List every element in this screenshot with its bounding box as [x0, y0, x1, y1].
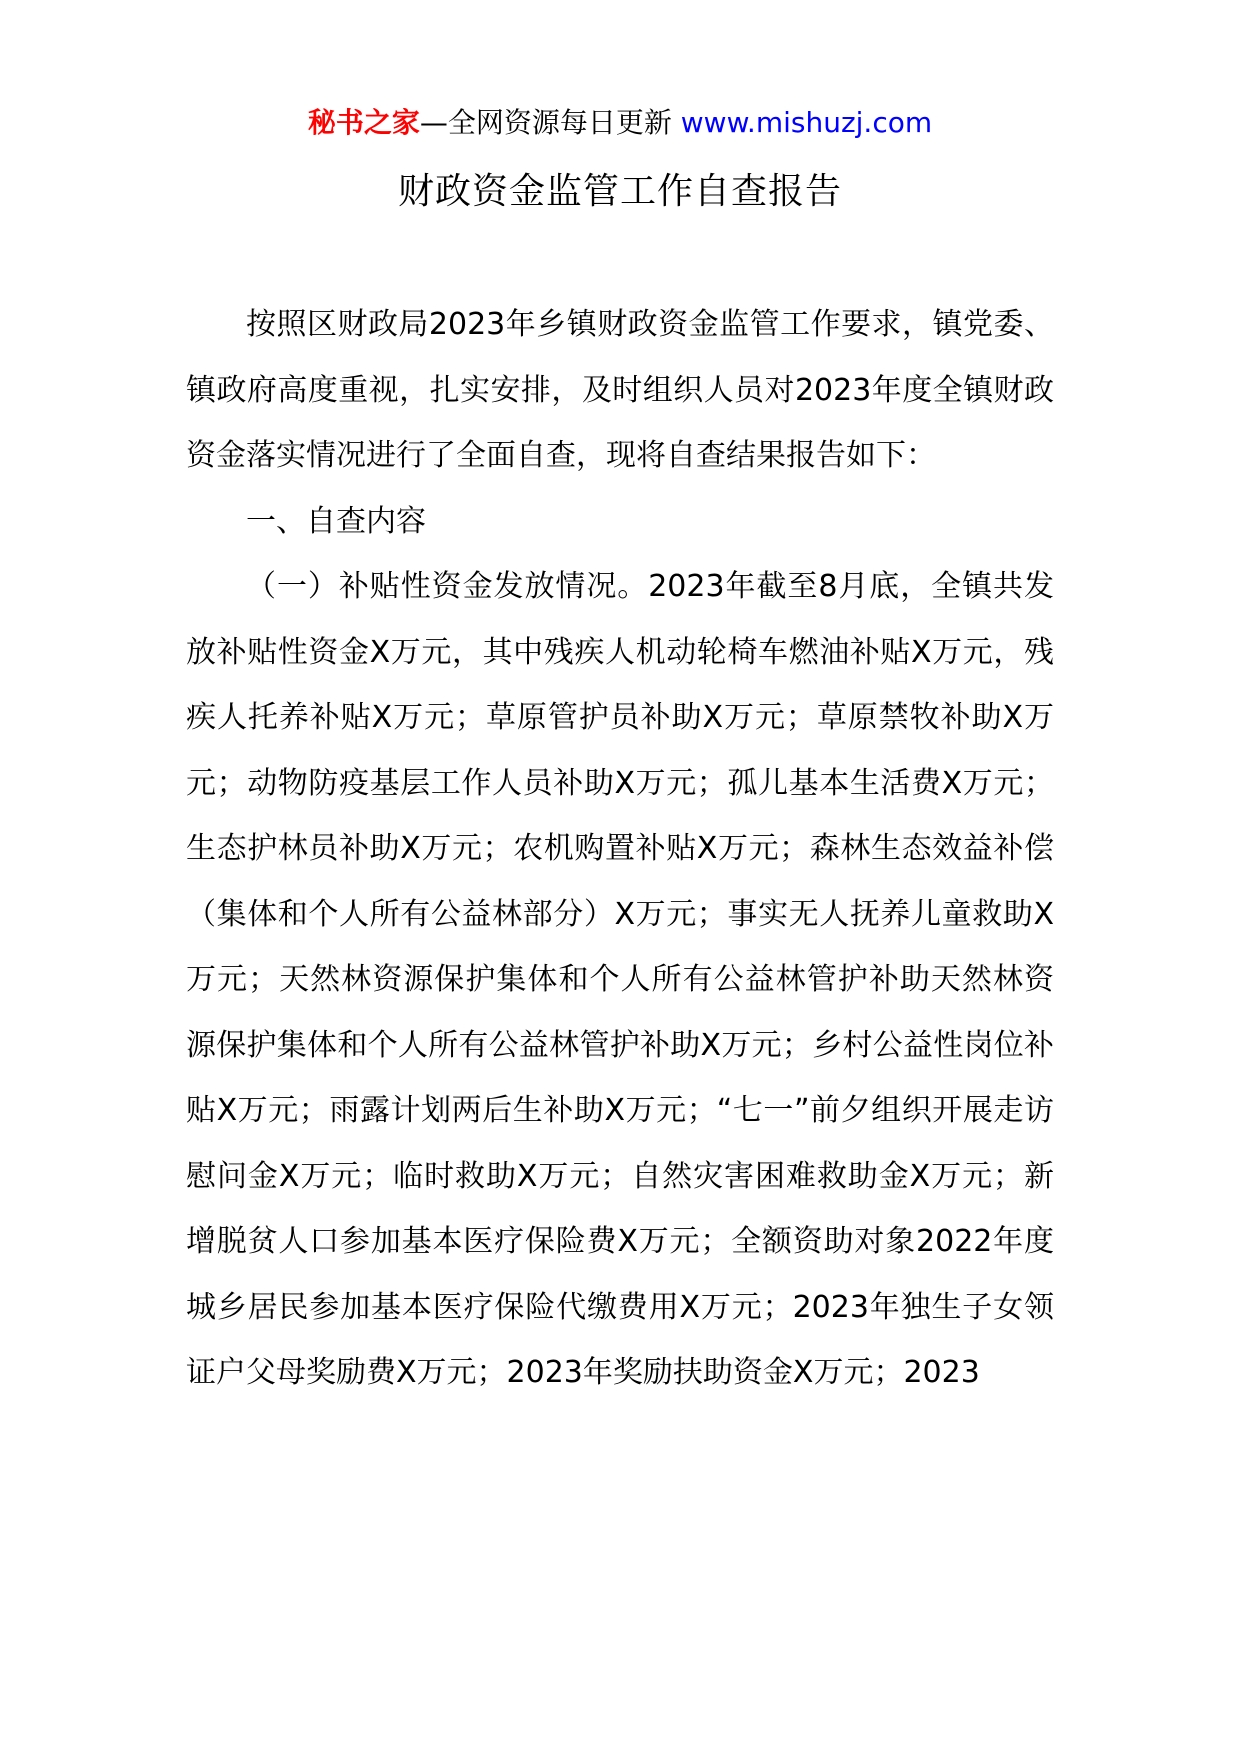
- header-banner: [0, 103, 1240, 143]
- brand-name: 秘书之家: [307, 106, 420, 139]
- intro-paragraph: 按照区财政局2023年乡镇财政资金监管工作要求，镇党委、镇政府高度重视，扎实安排，及时组织人员对2023年度全镇财政资金落实情况进行了全面自查，现将自查结果报告如下：: [186, 307, 1054, 473]
- subsidy-paragraph: （一）补贴性资金发放情况。2023年截至8月底，全镇共发放补贴性资金X万元，其中残疾人机动轮椅车燃油补贴X万元，残疾人托养补贴X万元；草原管护员补助X万元；草原禁牧补助X万元；动物防疫基层工作人员补助X万元；孤儿基本生活费X万元；生态护林员补助X万元；农机购置补贴X万元；森林生态效益补偿（集体和个人所有公益林部分）X万元；事实无人抚养儿童救助X万元；天然林资源保护集体和个人所有公益林管护补助天然林资源保护集体和个人所有公益林管护补助X万元；乡村公益性岗位补贴X万元；雨露计划两后生补助X万元；“七一”前夕组织开展走访慰问金X万元；临时救助X万元；自然灾害困难救助金X万元；新增脱贫人口参加基本医疗保险费X万元；全额资助对象2022年度城乡居民参加基本医疗保险代缴费用X万元；2023年独生子女领证户父母奖励费X万元；2023年奖励扶助资金X万元；2023: [186, 569, 1054, 1390]
- site-url: www.mishuzj.com: [680, 106, 933, 139]
- document-title: 财政资金监管工作自查报告: [397, 171, 842, 212]
- document-body: [186, 292, 1054, 1406]
- section-heading: 一、自查内容: [246, 503, 426, 539]
- header-tagline: —全网资源每日更新: [419, 106, 681, 139]
